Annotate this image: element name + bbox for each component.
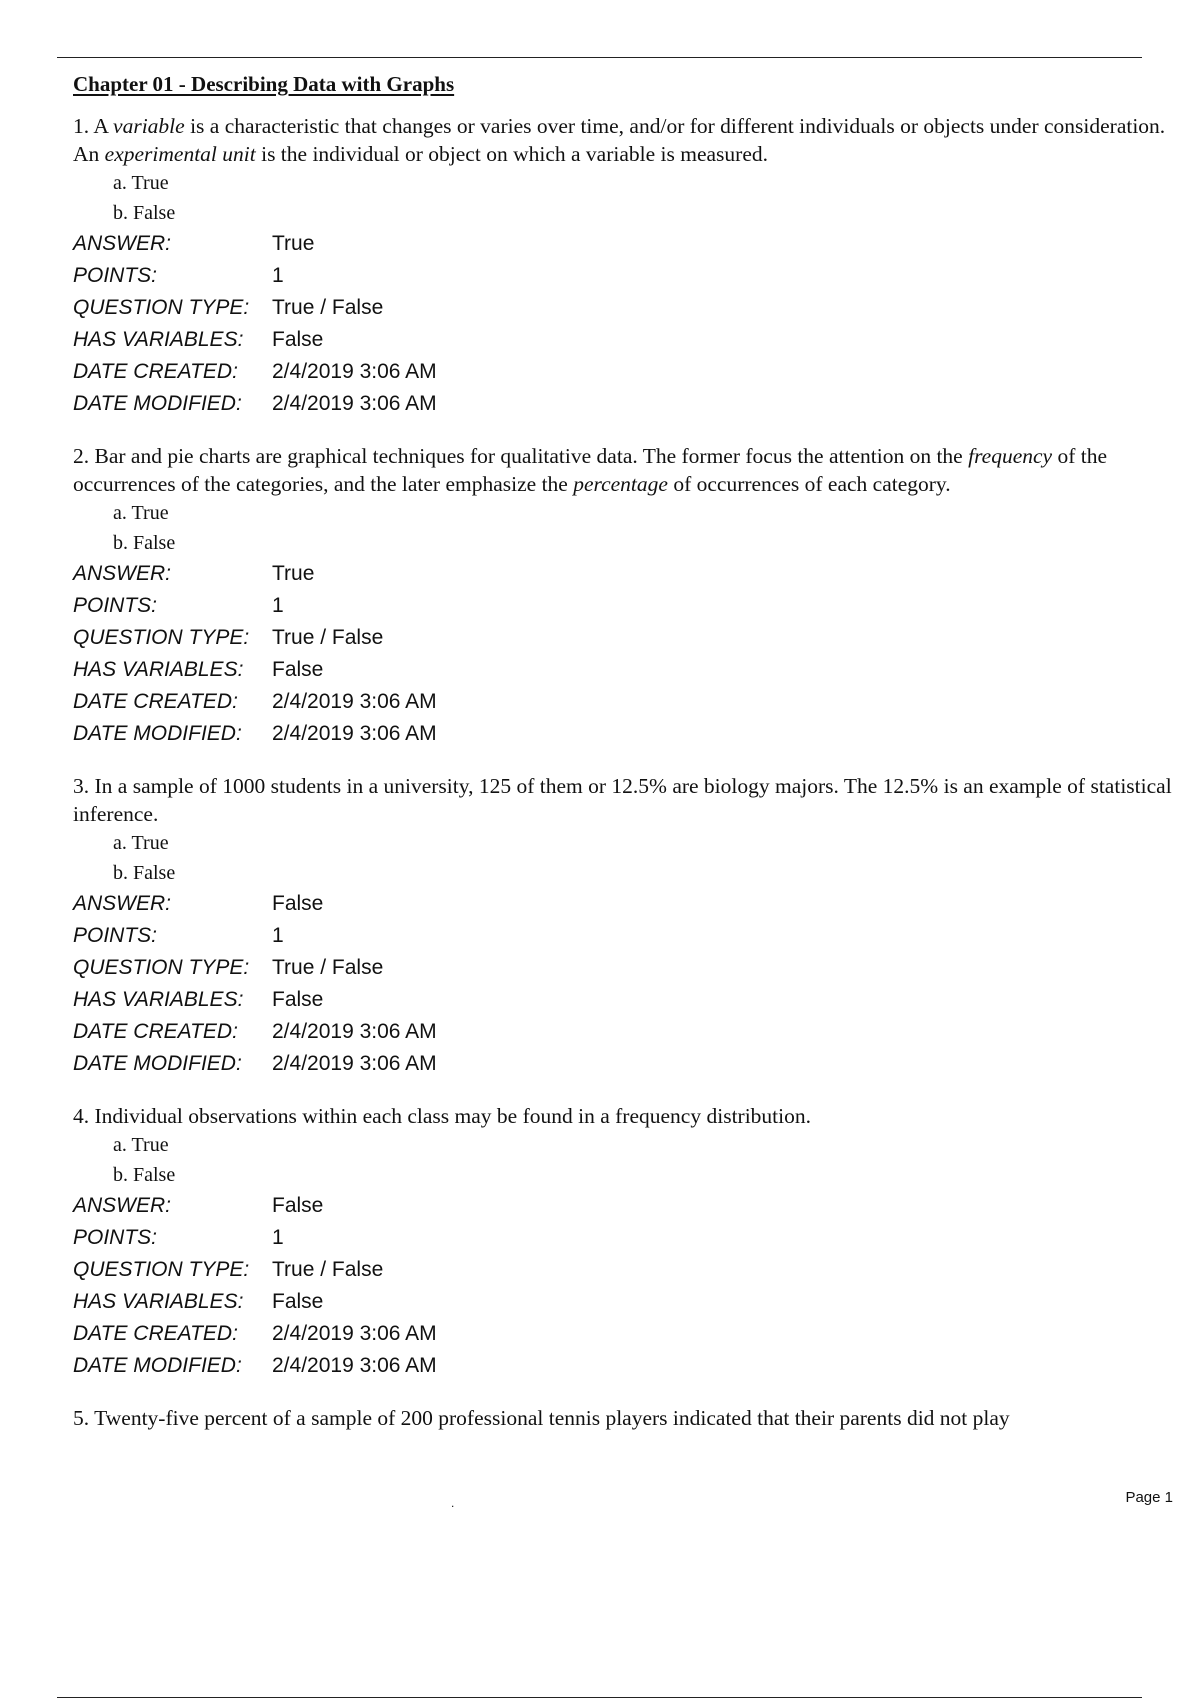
points-value: 1	[272, 1226, 284, 1249]
has-variables-label: HAS VARIABLES:	[73, 328, 244, 351]
date-created-value: 2/4/2019 3:06 AM	[272, 1020, 437, 1043]
question-text: 5. Twenty-five percent of a sample of 200 professional tennis players indicated that their parents did not play	[73, 1406, 1010, 1430]
option-a: a. True	[113, 502, 169, 524]
question-5	[73, 1404, 1173, 1432]
question-1	[73, 112, 1173, 420]
points-label: POINTS:	[73, 924, 158, 947]
date-modified-label: DATE MODIFIED:	[73, 1052, 242, 1075]
question-metadata	[73, 1190, 1173, 1382]
answer-label: ANSWER:	[73, 892, 172, 915]
date-modified-value: 2/4/2019 3:06 AM	[272, 392, 437, 415]
date-created-value: 2/4/2019 3:06 AM	[272, 1322, 437, 1345]
question-type-label: QUESTION TYPE:	[73, 626, 250, 649]
has-variables-value: False	[272, 1290, 324, 1313]
answer-value: True	[272, 232, 315, 255]
question-4	[73, 1102, 1173, 1382]
question-type-label: QUESTION TYPE:	[73, 1258, 250, 1281]
option-b: b. False	[113, 1164, 176, 1186]
has-variables-label: HAS VARIABLES:	[73, 1290, 244, 1313]
answer-value: False	[272, 1194, 324, 1217]
answer-value: False	[272, 892, 324, 915]
question-text: 1. A variable is a characteristic that changes or varies over time, and/or for different individuals or objects under consideration. An experimental unit is the individual or object on which a variable is measured.	[73, 114, 1166, 166]
has-variables-label: HAS VARIABLES:	[73, 658, 244, 681]
has-variables-value: False	[272, 988, 324, 1011]
option-a: a. True	[113, 1134, 169, 1156]
option-b: b. False	[113, 202, 176, 224]
option-b: b. False	[113, 862, 176, 884]
date-created-label: DATE CREATED:	[73, 1020, 238, 1043]
question-text: 3. In a sample of 1000 students in a university, 125 of them or 12.5% are biology majors. The 12.5% is an example of statistical inference.	[73, 774, 1172, 826]
question-metadata	[73, 558, 1173, 750]
question-metadata	[73, 228, 1173, 420]
date-created-value: 2/4/2019 3:06 AM	[272, 690, 437, 713]
date-created-value: 2/4/2019 3:06 AM	[272, 360, 437, 383]
date-modified-value: 2/4/2019 3:06 AM	[272, 722, 437, 745]
points-label: POINTS:	[73, 1226, 158, 1249]
option-a: a. True	[113, 832, 169, 854]
question-3	[73, 772, 1173, 1080]
bottom-rule	[57, 1697, 1142, 1698]
option-b: b. False	[113, 532, 176, 554]
top-rule	[57, 57, 1142, 58]
date-modified-value: 2/4/2019 3:06 AM	[272, 1354, 437, 1377]
question-metadata	[73, 888, 1173, 1080]
question-type-label: QUESTION TYPE:	[73, 296, 250, 319]
answer-label: ANSWER:	[73, 562, 172, 585]
question-text: 4. Individual observations within each class may be found in a frequency distribution.	[73, 1104, 811, 1128]
answer-value: True	[272, 562, 315, 585]
has-variables-value: False	[272, 658, 324, 681]
date-modified-label: DATE MODIFIED:	[73, 722, 242, 745]
question-type-value: True / False	[272, 956, 384, 979]
question-type-value: True / False	[272, 1258, 384, 1281]
answer-label: ANSWER:	[73, 232, 172, 255]
date-modified-label: DATE MODIFIED:	[73, 392, 242, 415]
points-value: 1	[272, 264, 284, 287]
date-modified-label: DATE MODIFIED:	[73, 1354, 242, 1377]
answer-label: ANSWER:	[73, 1194, 172, 1217]
question-type-value: True / False	[272, 626, 384, 649]
chapter-title: Chapter 01 - Describing Data with Graphs	[73, 72, 455, 96]
option-a: a. True	[113, 172, 169, 194]
question-2	[73, 442, 1173, 750]
has-variables-value: False	[272, 328, 324, 351]
date-created-label: DATE CREATED:	[73, 1322, 238, 1345]
question-type-label: QUESTION TYPE:	[73, 956, 250, 979]
date-modified-value: 2/4/2019 3:06 AM	[272, 1052, 437, 1075]
question-text: 2. Bar and pie charts are graphical techniques for qualitative data. The former focus the attention on the frequency of the occurrences of the categories, and the later emphasize the percentage of occurrences of each category.	[73, 444, 1108, 496]
question-type-value: True / False	[272, 296, 384, 319]
points-value: 1	[272, 594, 284, 617]
points-label: POINTS:	[73, 264, 158, 287]
date-created-label: DATE CREATED:	[73, 360, 238, 383]
page-content	[73, 70, 1173, 1454]
has-variables-label: HAS VARIABLES:	[73, 988, 244, 1011]
points-label: POINTS:	[73, 594, 158, 617]
points-value: 1	[272, 924, 284, 947]
page-number: Page 1	[1125, 1489, 1173, 1506]
date-created-label: DATE CREATED:	[73, 690, 238, 713]
footer-mark: .	[451, 1496, 455, 1510]
